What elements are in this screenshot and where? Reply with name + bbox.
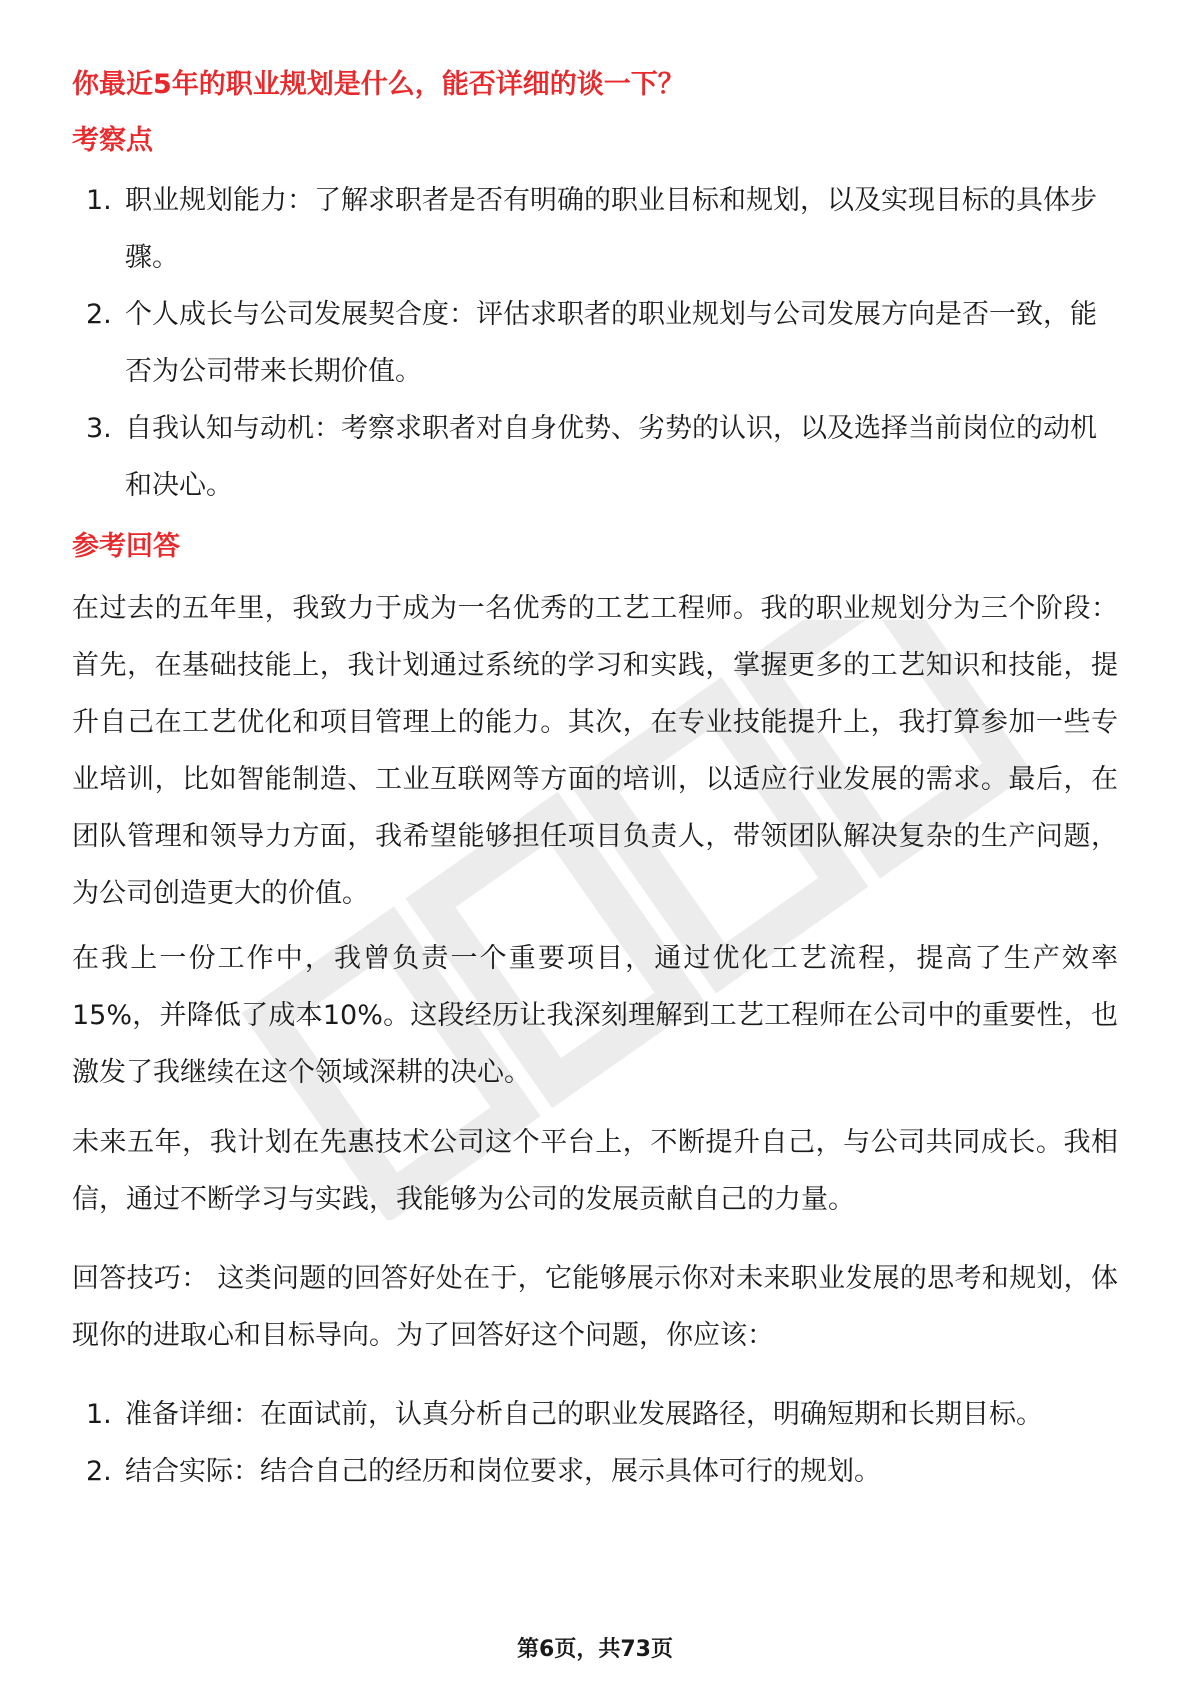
focus-heading: 考察点 (72, 125, 153, 156)
list-item (72, 1386, 1118, 1443)
list-number: 1. (86, 1399, 112, 1430)
answer-paragraph: 在过去的五年里，我致力于成为一名优秀的工艺工程师。我的职业规划分为三个阶段：首先，在基础技能上，我计划通过系统的学习和实践，掌握更多的工艺知识和技能，提升自己在工艺优化和项目管理上的能力。其次，在专业技能提升上，我打算参加一些专业培训，比如智能制造、工业互联网等方面的培训，以适应行业发展的需求。最后，在团队管理和领导力方面，我希望能够担任项目负责人，带领团队解决复杂的生产问题，为公司创造更大的价值。 (72, 593, 1118, 909)
list-item (72, 1443, 1118, 1500)
list-item (72, 400, 1118, 514)
list-text: 准备详细：在面试前，认真分析自己的职业发展路径，明确短期和长期目标。 (125, 1399, 1043, 1430)
list-number: 3. (86, 413, 112, 444)
focus-list (72, 172, 1118, 514)
question-title: 你最近5年的职业规划是什么，能否详细的谈一下？ (72, 69, 685, 100)
answer-paragraph: 未来五年，我计划在先惠技术公司这个平台上，不断提升自己，与公司共同成长。我相信，通过不断学习与实践，我能够为公司的发展贡献自己的力量。 (72, 1127, 1118, 1215)
list-number: 2. (86, 1456, 112, 1487)
answer-heading: 参考回答 (72, 531, 180, 562)
answer-tips-paragraph: 回答技巧： 这类问题的回答好处在于，它能够展示你对未来职业发展的思考和规划，体现你的进取心和目标导向。为了回答好这个问题，你应该： (72, 1263, 1118, 1351)
answer-paragraph: 在我上一份工作中，我曾负责一个重要项目，通过优化工艺流程，提高了生产效率15%，并降低了成本10%。这段经历让我深刻理解到工艺工程师在公司中的重要性，也激发了我继续在这个领域深耕的决心。 (72, 943, 1118, 1088)
list-text: 自我认知与动机：考察求职者对自身优势、劣势的认识，以及选择当前岗位的动机和决心。 (125, 413, 1097, 501)
list-text: 职业规划能力：了解求职者是否有明确的职业目标和规划，以及实现目标的具体步骤。 (125, 185, 1097, 273)
page-footer: 第6页，共73页 (517, 1637, 673, 1662)
list-item (72, 172, 1118, 286)
list-text: 结合实际：结合自己的经历和岗位要求，展示具体可行的规划。 (125, 1456, 881, 1487)
list-text: 个人成长与公司发展契合度：评估求职者的职业规划与公司发展方向是否一致，能否为公司带来长期价值。 (125, 299, 1097, 387)
list-item (72, 286, 1118, 400)
list-number: 1. (86, 185, 112, 216)
list-number: 2. (86, 299, 112, 330)
tips-list (72, 1386, 1118, 1500)
